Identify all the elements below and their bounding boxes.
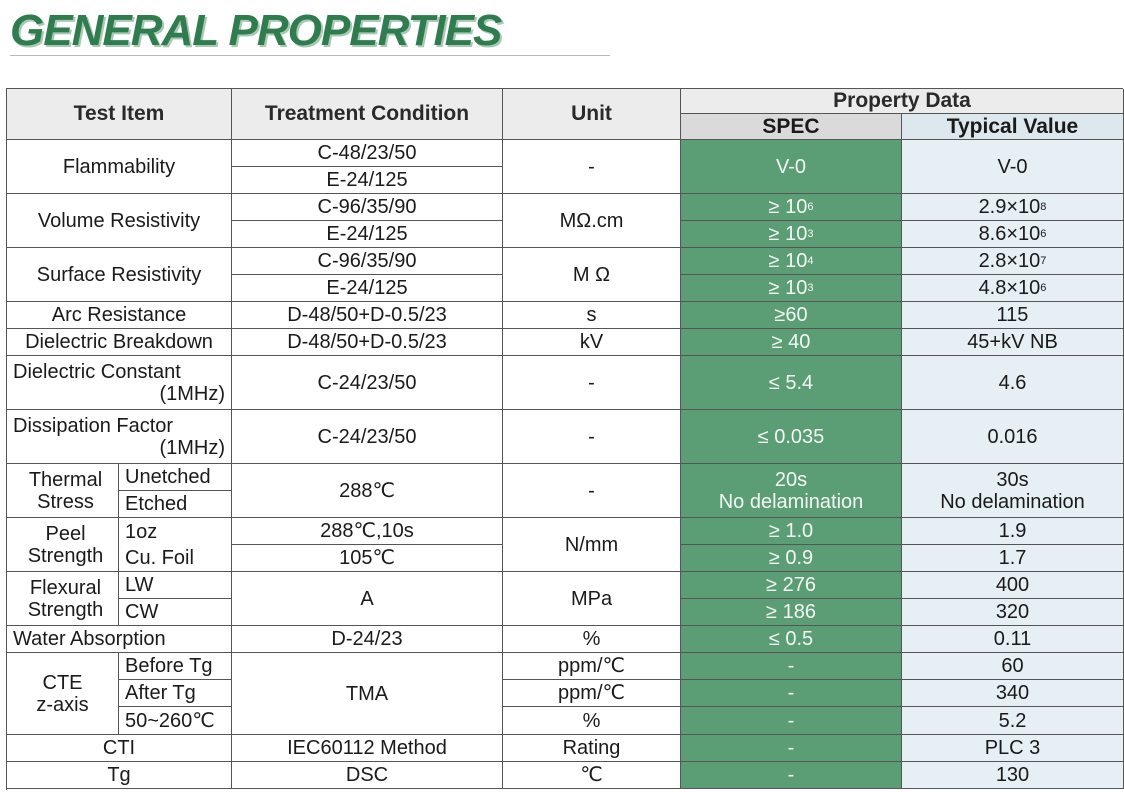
unit-water-absorption: % xyxy=(503,626,681,653)
spec-peel-1: ≥ 1.0 xyxy=(681,518,902,545)
cond-water-absorption: D-24/23 xyxy=(232,626,503,653)
item-surface-resistivity: Surface Resistivity xyxy=(7,248,232,302)
cond-volume-resistivity-1: C-96/35/90 xyxy=(232,194,503,221)
unit-thermal-stress: - xyxy=(503,464,681,518)
cond-surface-resistivity-2: E-24/125 xyxy=(232,275,503,302)
header-typical-value: Typical Value xyxy=(902,114,1124,140)
item-flexural-strength: Flexural Strength xyxy=(7,572,119,626)
item-cti: CTI xyxy=(7,735,232,762)
page-title: GENERAL PROPERTIES xyxy=(10,6,502,55)
spec-flammability: V-0 xyxy=(681,140,902,194)
item-cte-z-axis: CTE z-axis xyxy=(7,653,119,735)
sub-cte-50-260: 50~260℃ xyxy=(119,707,232,735)
typical-cte-50-260: 5.2 xyxy=(902,707,1124,735)
cond-dissipation-factor: C-24/23/50 xyxy=(232,410,503,464)
item-dissipation-factor: Dissipation Factor (1MHz) xyxy=(7,410,232,464)
unit-volume-resistivity: MΩ.cm xyxy=(503,194,681,248)
title-underline xyxy=(10,55,610,56)
typical-water-absorption: 0.11 xyxy=(902,626,1124,653)
typical-surface-resistivity-2: 4.8×10 6 xyxy=(902,275,1124,302)
cond-peel-2: 105℃ xyxy=(232,545,503,572)
header-property-data: Property Data xyxy=(681,89,1124,114)
cond-flammability-2: E-24/125 xyxy=(232,167,503,194)
spec-cte-50-260: - xyxy=(681,707,902,735)
spec-dielectric-constant: ≤ 5.4 xyxy=(681,356,902,410)
sub-thermal-etched: Etched xyxy=(119,491,232,518)
sub-flexural-lw: LW xyxy=(119,572,232,599)
cond-cti: IEC60112 Method xyxy=(232,735,503,762)
typical-volume-resistivity-1: 2.9×10 8 xyxy=(902,194,1124,221)
unit-dissipation-factor: - xyxy=(503,410,681,464)
typical-tg: 130 xyxy=(902,762,1124,789)
sub-cte-after-tg: After Tg xyxy=(119,680,232,707)
spec-dielectric-breakdown: ≥ 40 xyxy=(681,329,902,356)
spec-flexural-cw: ≥ 186 xyxy=(681,599,902,626)
spec-dissipation-factor: ≤ 0.035 xyxy=(681,410,902,464)
spec-cte-after-tg: - xyxy=(681,680,902,707)
cond-cte: TMA xyxy=(232,653,503,735)
typical-dielectric-breakdown: 45+kV NB xyxy=(902,329,1124,356)
typical-surface-resistivity-1: 2.8×10 7 xyxy=(902,248,1124,275)
item-peel-strength: Peel Strength xyxy=(7,518,119,572)
cond-dielectric-breakdown: D-48/50+D-0.5/23 xyxy=(232,329,503,356)
unit-flexural-strength: MPa xyxy=(503,572,681,626)
sub-peel-cu-foil: Cu. Foil xyxy=(119,545,232,572)
typical-dissipation-factor: 0.016 xyxy=(902,410,1124,464)
typical-flammability: V-0 xyxy=(902,140,1124,194)
typical-dielectric-constant: 4.6 xyxy=(902,356,1124,410)
sub-flexural-cw: CW xyxy=(119,599,232,626)
spec-peel-2: ≥ 0.9 xyxy=(681,545,902,572)
cond-tg: DSC xyxy=(232,762,503,789)
typical-volume-resistivity-2: 8.6×10 6 xyxy=(902,221,1124,248)
cond-flammability-1: C-48/23/50 xyxy=(232,140,503,167)
unit-cte-50-260: % xyxy=(503,707,681,735)
spec-tg: - xyxy=(681,762,902,789)
spec-arc-resistance: ≥60 xyxy=(681,302,902,329)
properties-table xyxy=(6,88,1123,790)
item-flammability: Flammability xyxy=(7,140,232,194)
item-arc-resistance: Arc Resistance xyxy=(7,302,232,329)
item-dielectric-breakdown: Dielectric Breakdown xyxy=(7,329,232,356)
cond-flexural-strength: A xyxy=(232,572,503,626)
header-treatment-condition: Treatment Condition xyxy=(232,89,503,140)
unit-surface-resistivity: M Ω xyxy=(503,248,681,302)
typical-cti: PLC 3 xyxy=(902,735,1124,762)
spec-thermal-stress: 20s No delamination xyxy=(681,464,902,518)
unit-flammability: - xyxy=(503,140,681,194)
header-spec: SPEC xyxy=(681,114,902,140)
unit-peel-strength: N/mm xyxy=(503,518,681,572)
spec-surface-resistivity-2: ≥ 10 3 xyxy=(681,275,902,302)
spec-cte-before-tg: - xyxy=(681,653,902,680)
cond-arc-resistance: D-48/50+D-0.5/23 xyxy=(232,302,503,329)
unit-dielectric-constant: - xyxy=(503,356,681,410)
cond-volume-resistivity-2: E-24/125 xyxy=(232,221,503,248)
unit-arc-resistance: s xyxy=(503,302,681,329)
header-unit: Unit xyxy=(503,89,681,140)
cond-surface-resistivity-1: C-96/35/90 xyxy=(232,248,503,275)
typical-arc-resistance: 115 xyxy=(902,302,1124,329)
typical-flexural-lw: 400 xyxy=(902,572,1124,599)
spec-volume-resistivity-2: ≥ 10 3 xyxy=(681,221,902,248)
cond-thermal-stress: 288℃ xyxy=(232,464,503,518)
item-volume-resistivity: Volume Resistivity xyxy=(7,194,232,248)
unit-cte-before-tg: ppm/℃ xyxy=(503,653,681,680)
cond-dielectric-constant: C-24/23/50 xyxy=(232,356,503,410)
item-dielectric-constant: Dielectric Constant (1MHz) xyxy=(7,356,232,410)
typical-cte-before-tg: 60 xyxy=(902,653,1124,680)
sub-cte-before-tg: Before Tg xyxy=(119,653,232,680)
typical-thermal-stress: 30s No delamination xyxy=(902,464,1124,518)
typical-peel-2: 1.7 xyxy=(902,545,1124,572)
sub-thermal-unetched: Unetched xyxy=(119,464,232,491)
cond-peel-1: 288℃,10s xyxy=(232,518,503,545)
spec-surface-resistivity-1: ≥ 10 4 xyxy=(681,248,902,275)
spec-flexural-lw: ≥ 276 xyxy=(681,572,902,599)
unit-tg: ℃ xyxy=(503,762,681,789)
spec-water-absorption: ≤ 0.5 xyxy=(681,626,902,653)
typical-flexural-cw: 320 xyxy=(902,599,1124,626)
typical-cte-after-tg: 340 xyxy=(902,680,1124,707)
item-tg: Tg xyxy=(7,762,232,789)
typical-peel-1: 1.9 xyxy=(902,518,1124,545)
spec-cti: - xyxy=(681,735,902,762)
header-test-item: Test Item xyxy=(7,89,232,140)
unit-cti: Rating xyxy=(503,735,681,762)
item-thermal-stress: Thermal Stress xyxy=(7,464,119,518)
item-water-absorption: Water Absorption xyxy=(7,626,232,653)
spec-volume-resistivity-1: ≥ 10 6 xyxy=(681,194,902,221)
sub-peel-1oz: 1oz xyxy=(119,518,232,545)
unit-cte-after-tg: ppm/℃ xyxy=(503,680,681,707)
unit-dielectric-breakdown: kV xyxy=(503,329,681,356)
